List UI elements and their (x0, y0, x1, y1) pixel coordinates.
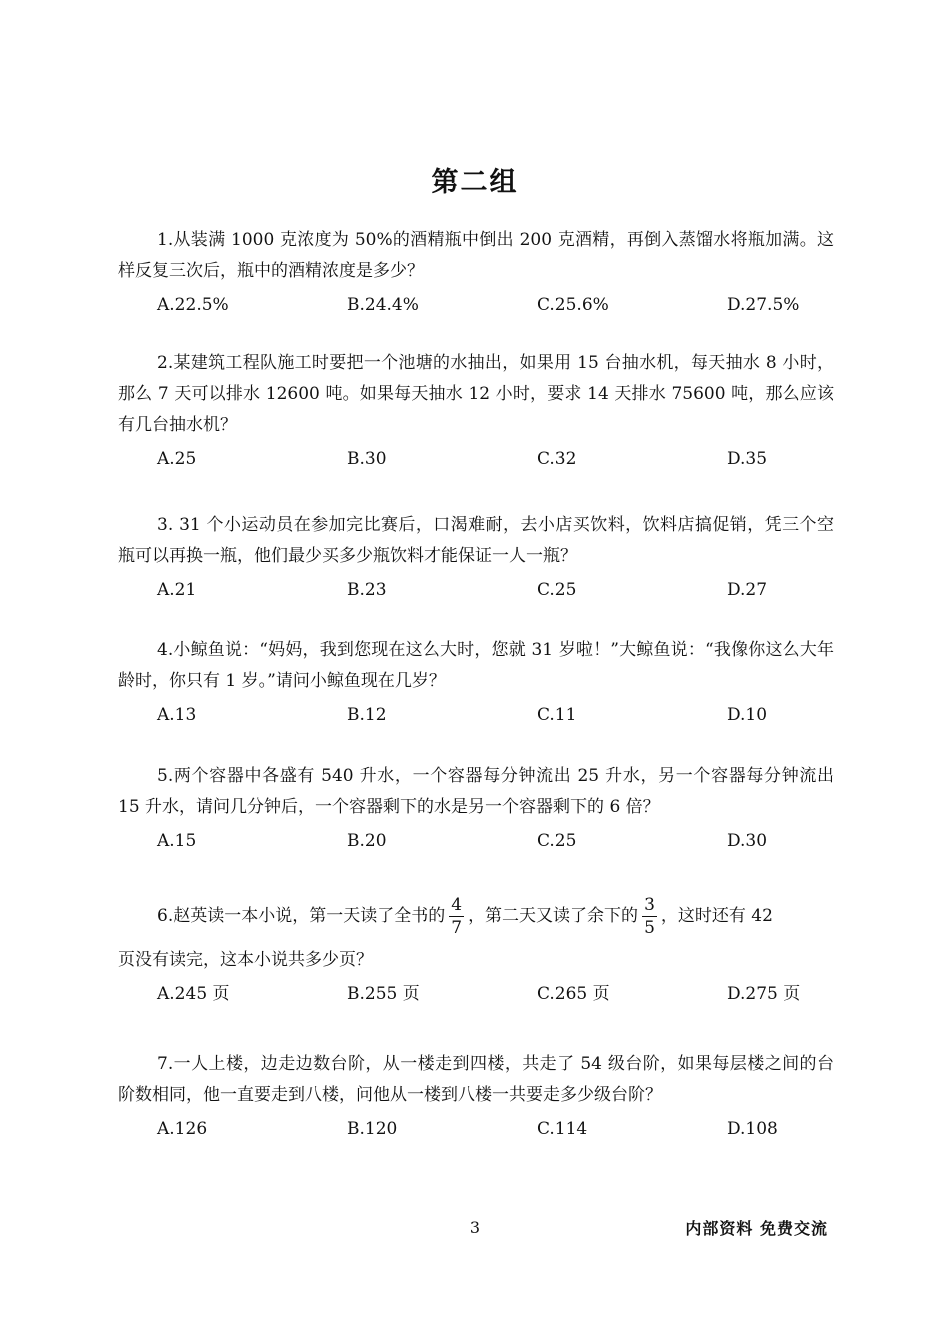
option-c: C.25 (537, 580, 577, 600)
option-d: D.27 (727, 580, 768, 600)
option-d: D.108 (727, 1119, 778, 1139)
fraction-three-fifths (642, 894, 657, 939)
question-stem: 5.两个容器中各盛有 540 升水，一个容器每分钟流出 25 升水，另一个容器每分钟流出 15 升水，请问几分钟后，一个容器剩下的水是另一个容器剩下的 6 倍？ (118, 766, 834, 817)
option-b: B.23 (347, 580, 387, 600)
option-row (118, 979, 834, 1010)
option-b: B.24.4% (347, 295, 419, 315)
stem-text: 6.赵英读一本小说，第一天读了全书的 (157, 906, 446, 926)
fraction-numerator: 3 (644, 895, 655, 915)
section-title: 第二组 (431, 167, 519, 198)
question-4 (118, 635, 834, 731)
fraction-denominator: 5 (644, 918, 655, 938)
option-a: A.13 (157, 705, 197, 725)
option-a: A.15 (157, 831, 197, 851)
option-a: A.21 (157, 580, 197, 600)
question-6 (118, 887, 834, 1010)
option-c: C.265 页 (537, 984, 610, 1004)
fraction-denominator: 7 (451, 918, 463, 938)
option-row (118, 444, 834, 475)
question-stem: 7.一人上楼，边走边数台阶，从一楼走到四楼，共走了 54 级台阶，如果每层楼之间的台阶数相同，他一直要走到八楼，问他从一楼到八楼一共要走多少级台阶？ (118, 1054, 834, 1105)
stem-text: ，第二天又读了余下的 (468, 906, 639, 926)
option-c: C.114 (537, 1119, 588, 1139)
question-3 (118, 510, 834, 606)
option-c: C.11 (537, 705, 577, 725)
option-d: D.27.5% (727, 295, 800, 315)
question-1 (118, 225, 834, 321)
question-stem (118, 887, 834, 945)
option-c: C.25 (537, 831, 577, 851)
stem-text-continued: 页没有读完，这本小说共多少页？ (118, 950, 373, 970)
option-b: B.12 (347, 705, 387, 725)
option-a: A.126 (157, 1119, 208, 1139)
option-b: B.30 (347, 449, 387, 469)
option-b: B.255 页 (347, 984, 420, 1004)
question-stem: 1.从装满 1000 克浓度为 50%的酒精瓶中倒出 200 克酒精，再倒入蒸馏水将瓶加满。这样反复三次后，瓶中的酒精浓度是多少？ (118, 230, 834, 281)
option-row (118, 1114, 834, 1145)
question-2 (118, 348, 834, 475)
question-5 (118, 761, 834, 857)
question-stem: 3. 31 个小运动员在参加完比赛后，口渴难耐，去小店买饮料，饮料店搞促销，凭三个空瓶可以再换一瓶，他们最少买多少瓶饮料才能保证一人一瓶？ (118, 515, 834, 566)
option-a: A.22.5% (157, 295, 229, 315)
fraction-four-sevenths (449, 894, 464, 939)
option-row (118, 575, 834, 606)
option-d: D.30 (727, 831, 768, 851)
option-a: A.25 (157, 449, 197, 469)
option-b: B.120 (347, 1119, 398, 1139)
question-7 (118, 1049, 834, 1145)
option-b: B.20 (347, 831, 387, 851)
question-stem: 4.小鲸鱼说：“妈妈，我到您现在这么大时，您就 31 岁啦！”大鲸鱼说：“我像你这么大年龄时，你只有 1 岁。”请问小鲸鱼现在几岁？ (118, 640, 834, 691)
option-c: C.32 (537, 449, 577, 469)
option-row (118, 700, 834, 731)
option-d: D.10 (727, 705, 768, 725)
option-a: A.245 页 (157, 984, 230, 1004)
option-row (118, 290, 834, 321)
option-c: C.25.6% (537, 295, 609, 315)
option-row (118, 826, 834, 857)
stem-text: ，这时还有 42 (660, 906, 773, 926)
fraction-numerator: 4 (451, 895, 463, 915)
page-number: 3 (469, 1218, 481, 1237)
option-d: D.275 页 (727, 984, 801, 1004)
option-d: D.35 (727, 449, 768, 469)
footer-note: 内部资料 免费交流 (685, 1219, 828, 1238)
question-stem: 2.某建筑工程队施工时要把一个池塘的水抽出，如果用 15 台抽水机，每天抽水 8 小时，那么 7 天可以排水 12600 吨。如果每天抽水 12 小时，要求 14 天排水 75600 吨，那么应该有几台抽水机？ (118, 353, 834, 435)
